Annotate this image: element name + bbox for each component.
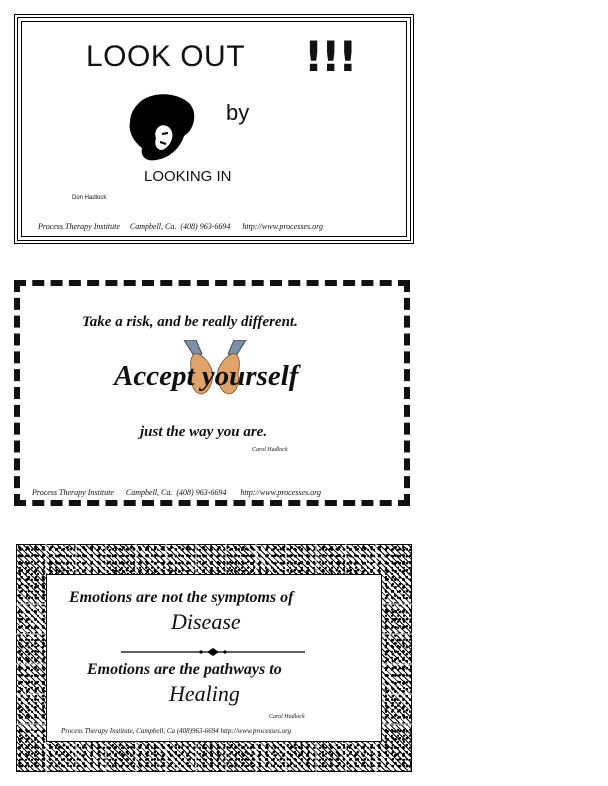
card-content-panel [46, 574, 382, 742]
card-emotions [16, 544, 412, 772]
healing-word: Healing [169, 681, 240, 706]
face-silhouette-icon [120, 86, 200, 166]
card-tagline: Take a risk, and be really different. [82, 314, 298, 330]
emotions-line-1: Emotions are not the symptoms of [69, 589, 294, 606]
author-credit: Don Hadlock [72, 195, 107, 201]
ornamental-divider [121, 648, 305, 656]
exclamation-marks: !!! [304, 32, 356, 81]
author-credit: Carol Hadlock [269, 714, 305, 720]
emotions-line-2: Emotions are the pathways to [87, 661, 282, 678]
card-footer: Process Therapy Institute, Campbell, Ca (408)963-6694 http://www.processes.org [61, 727, 292, 735]
card-tail-line: just the way you are. [140, 424, 268, 440]
by-text: by [226, 100, 250, 125]
author-credit: Carol Hadlock [252, 447, 288, 453]
card-footer: Process Therapy Institute Campbell, Ca. (408) 963-6694 http://www.processes.org [32, 488, 321, 497]
card-title: LOOK OUT [86, 40, 246, 73]
card-subtitle: LOOKING IN [144, 168, 232, 185]
card-accept-yourself [14, 280, 410, 506]
card-headline: Accept yourself [114, 360, 299, 392]
card-footer: Process Therapy Institute Campbell, Ca. (408) 963-6694 http://www.processes.org [38, 222, 323, 231]
disease-word: Disease [171, 609, 241, 634]
card-look-out [14, 14, 414, 244]
